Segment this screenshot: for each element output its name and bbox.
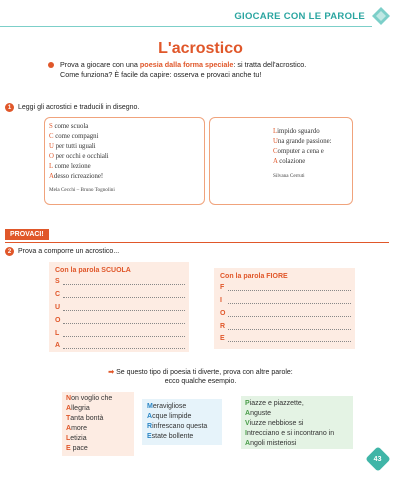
author: Silvana Cerruti	[273, 173, 305, 179]
example-paesi	[241, 396, 353, 449]
acrostic-luca	[273, 127, 332, 181]
diamond-icon	[371, 6, 391, 26]
acrostic-line: Limpido sguardo	[273, 128, 320, 135]
fill-row[interactable]: E	[220, 335, 351, 342]
acrostic-line: S come scuola	[49, 123, 89, 130]
intro-highlight: poesia dalla forma speciale	[139, 60, 234, 69]
provaci-label: PROVACI!	[5, 229, 49, 240]
example-line: Viuzze nebbiose si	[245, 420, 304, 427]
acrostic-line: O per occhi e occhiali	[49, 153, 109, 160]
arrow-right-icon: ➡	[108, 369, 115, 376]
fill-row[interactable]: I	[220, 297, 351, 304]
step-2	[5, 247, 119, 256]
example-natale	[62, 392, 134, 456]
example-line: Piazze e piazzette,	[245, 400, 304, 407]
example-line: Meravigliose	[147, 403, 187, 410]
panel-title: Con la parola FIORE	[220, 273, 288, 280]
example-line: E pace	[66, 445, 88, 452]
bullet-icon	[48, 62, 54, 68]
author: Mela Cecchi – Bruno Tognolini	[49, 187, 115, 193]
fill-row[interactable]: U	[55, 304, 185, 311]
page-number: 43	[365, 446, 390, 471]
example-line: Amore	[66, 425, 88, 432]
step-number-icon: 2	[5, 247, 14, 256]
acrostic-line: C come compagni	[49, 133, 99, 140]
example-line: Intrecciano e si incontrano in	[245, 430, 335, 437]
step-1-text: Leggi gli acrostici e traducili in disegno.	[18, 104, 140, 111]
example-line: Allegria	[66, 405, 90, 412]
fill-row[interactable]: F	[220, 284, 351, 291]
example-line: Rinfrescano questa	[147, 423, 208, 430]
step-number-icon: 1	[5, 103, 14, 112]
panel-scuola	[49, 262, 189, 352]
acrostic-line: U per tutti uguali	[49, 143, 96, 150]
provaci-rule	[5, 242, 389, 243]
acrostic-box-scuola	[44, 117, 205, 205]
acrostic-line: Computer a cena e	[273, 148, 324, 155]
intro-text: Prova a giocare con una poesia dalla forma speciale: si tratta dell'acrostico. Come funziona? È facile da capire: osserva e provaci anche tu!	[60, 60, 307, 79]
step-2-text: Prova a comporre un acrostico...	[18, 248, 120, 255]
acrostic-line: L come lezione	[49, 163, 91, 170]
example-line: Angoli misteriosi	[245, 440, 297, 447]
example-line: Estate bollente	[147, 433, 194, 440]
step-1	[5, 103, 139, 112]
acrostic-box-luca	[209, 117, 353, 205]
example-mare	[142, 399, 222, 445]
acrostic-scuola	[49, 122, 115, 195]
fill-row[interactable]: R	[220, 323, 351, 330]
fill-row[interactable]: L	[55, 330, 185, 337]
panel-title: Con la parola SCUOLA	[55, 267, 131, 274]
acrostic-line: Adesso ricreazione!	[49, 173, 104, 180]
page-title: L'acrostico	[158, 40, 243, 57]
example-line: Letizia	[66, 435, 87, 442]
header-rule	[0, 26, 372, 27]
example-line: Non voglio che	[66, 395, 113, 402]
acrostic-line: A colazione	[273, 158, 306, 165]
fill-row[interactable]: S	[55, 278, 185, 285]
fill-row[interactable]: O	[220, 310, 351, 317]
fill-row[interactable]: A	[55, 342, 185, 349]
example-line: Tanta bontà	[66, 415, 104, 422]
panel-fiore	[214, 268, 355, 349]
acrostic-line: Una grande passione:	[273, 138, 332, 145]
example-line: Anguste	[245, 410, 272, 417]
header	[0, 0, 401, 34]
example-line: Acque limpide	[147, 413, 192, 420]
section-title: GIOCARE CON LE PAROLE	[234, 11, 365, 22]
fill-row[interactable]: C	[55, 291, 185, 298]
fill-row[interactable]: O	[55, 317, 185, 324]
suggestion-text: ➡ Se questo tipo di poesia ti diverte, prova con altre parole: ecco qualche esempio.	[108, 369, 293, 385]
